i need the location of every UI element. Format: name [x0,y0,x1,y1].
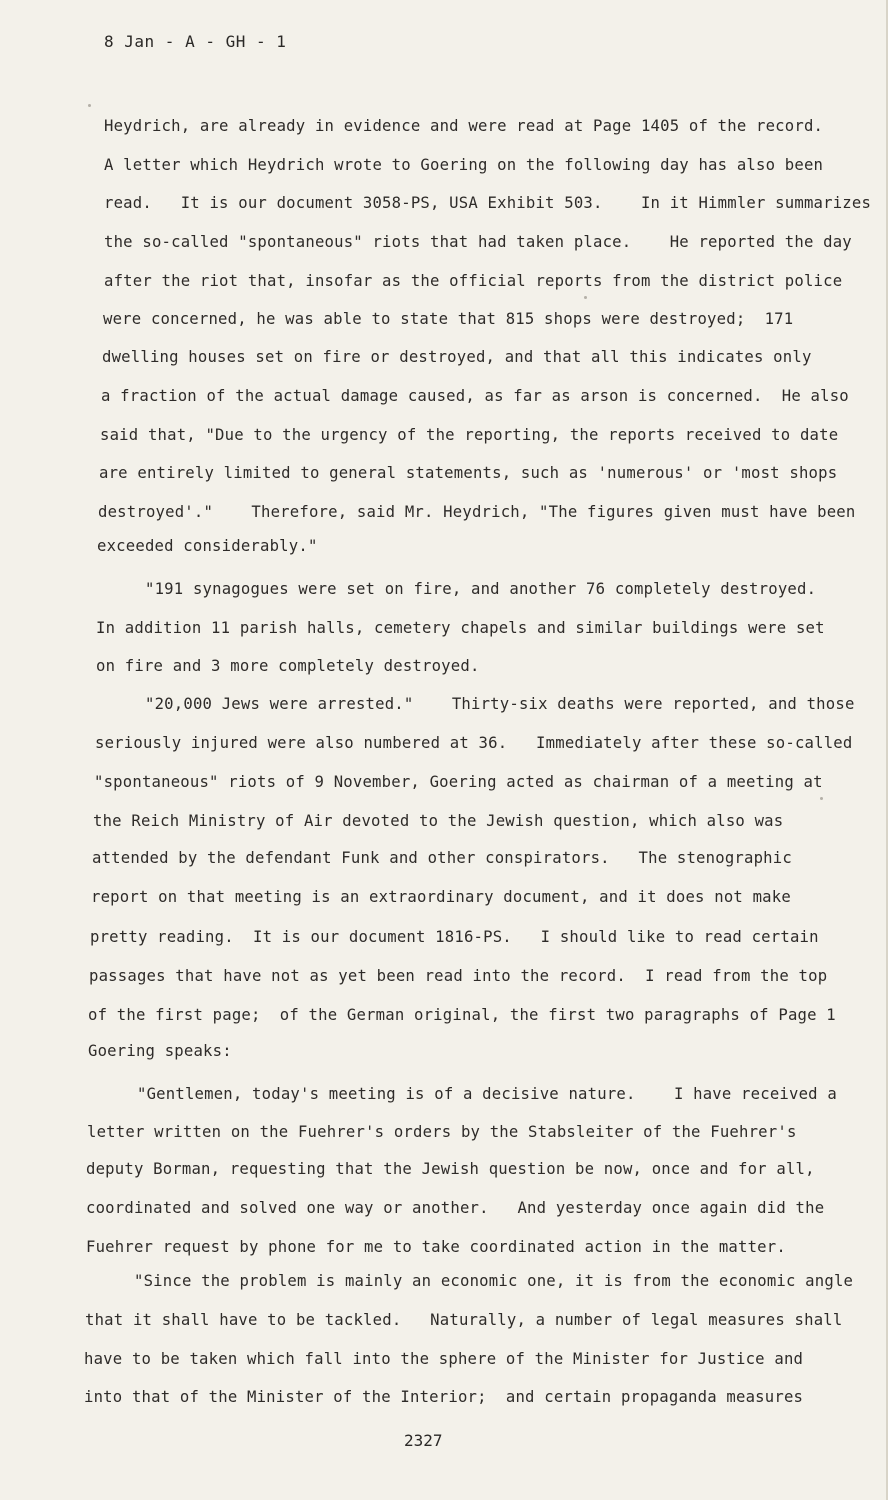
text-line: are entirely limited to general statements, such as 'numerous' or 'most shops [99,464,838,482]
text-line: coordinated and solved one way or another. And yesterday once again did the [86,1199,825,1217]
text-line: said that, "Due to the urgency of the reporting, the reports received to date [100,426,839,444]
text-line: the so-called "spontaneous" riots that had taken place. He reported the day [104,233,852,251]
text-line: into that of the Minister of the Interior; and certain propaganda measures [84,1388,804,1406]
text-line: "191 synagogues were set on fire, and another 76 completely destroyed. [145,580,817,598]
text-line: A letter which Heydrich wrote to Goering on the following day has also been [104,156,824,174]
text-line: destroyed'." Therefore, said Mr. Heydrich, "The figures given must have been [98,503,856,521]
page-number: 2327 [404,1431,443,1450]
text-line: Fuehrer request by phone for me to take coordinated action in the matter. [86,1238,786,1256]
text-line: the Reich Ministry of Air devoted to the Jewish question, which also was [93,812,784,830]
text-line: have to be taken which fall into the sphere of the Minister for Justice and [84,1350,804,1368]
text-line: deputy Borman, requesting that the Jewish question be now, once and for all, [86,1160,815,1178]
text-line: letter written on the Fuehrer's orders by the Stabsleiter of the Fuehrer's [87,1123,797,1141]
text-line: on fire and 3 more completely destroyed. [96,657,480,675]
text-line: Goering speaks: [88,1042,232,1060]
text-line: seriously injured were also numbered at 36. Immediately after these so-called [95,734,853,752]
text-line: pretty reading. It is our document 1816-PS. I should like to read certain [90,928,819,946]
text-line: "spontaneous" riots of 9 November, Goering acted as chairman of a meeting at [94,773,823,791]
paper-speck [820,797,823,800]
text-line: passages that have not as yet been read into the record. I read from the top [89,967,828,985]
text-line: read. It is our document 3058-PS, USA Exhibit 503. In it Himmler summarizes [104,194,872,212]
text-line: a fraction of the actual damage caused, as far as arson is concerned. He also [101,387,849,405]
text-line: dwelling houses set on fire or destroyed, and that all this indicates only [102,348,812,366]
text-line: "Since the problem is mainly an economic one, it is from the economic angle [134,1272,854,1290]
text-line: attended by the defendant Funk and other conspirators. The stenographic [92,849,792,867]
text-line: of the first page; of the German original, the first two paragraphs of Page 1 [88,1006,836,1024]
document-code: 8 Jan - A - GH - 1 [104,32,287,51]
paper-speck [584,296,587,299]
text-line: "20,000 Jews were arrested." Thirty-six deaths were reported, and those [145,695,855,713]
text-line: exceeded considerably." [97,537,318,555]
paper-speck [88,104,91,107]
text-line: report on that meeting is an extraordinary document, and it does not make [91,888,791,906]
text-line: were concerned, he was able to state that 815 shops were destroyed; 171 [103,310,794,328]
text-line: after the riot that, insofar as the official reports from the district police [104,272,843,290]
text-line: Heydrich, are already in evidence and were read at Page 1405 of the record. [104,117,824,135]
text-line: "Gentlemen, today's meeting is of a decisive nature. I have received a [137,1085,837,1103]
text-line: that it shall have to be tackled. Naturally, a number of legal measures shall [85,1311,843,1329]
text-line: In addition 11 parish halls, cemetery chapels and similar buildings were set [96,619,825,637]
